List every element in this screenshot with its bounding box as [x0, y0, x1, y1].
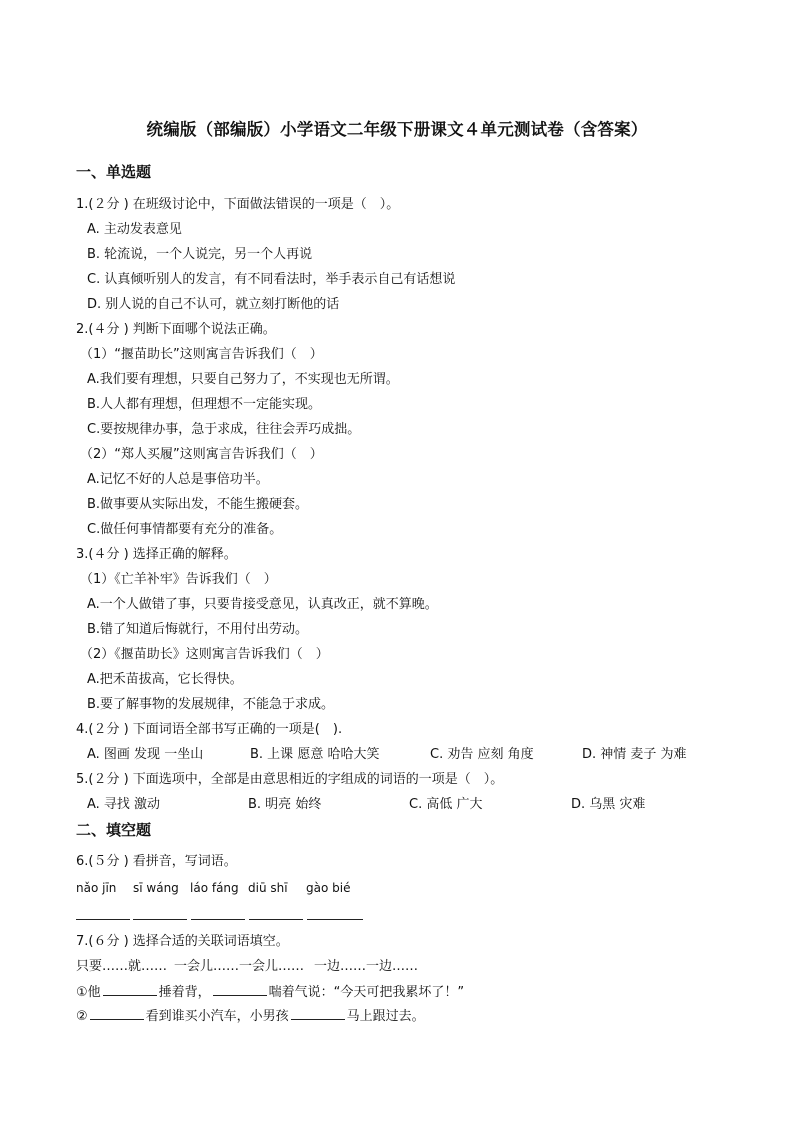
question-2-stem: 2.(４分 ) 判断下面哪个说法正确。 [76, 322, 276, 337]
sentence-2-blank-1[interactable] [90, 1007, 144, 1020]
sentence-1-part-c: 喘着气说：“今天可把我累坏了！” [268, 985, 465, 1000]
question-3-stem: 3.(４分 ) 选择正确的解释。 [76, 547, 237, 562]
question-5-option-d: D. 乌黑 灾难 [571, 797, 646, 812]
question-3-sub-1: （1）《亡羊补牢》告诉我们（ ） [80, 572, 277, 587]
question-5-option-a: A. 寻找 激动 [87, 797, 161, 812]
sentence-1-part-b: 捶着背， [158, 985, 211, 1000]
sentence-2-part-a: ② [76, 1009, 88, 1024]
conjunction-1: 只要……就…… [76, 959, 168, 974]
sentence-2-blank-2[interactable] [291, 1007, 345, 1020]
paper-title: 统编版（部编版）小学语文二年级下册课文４单元测试卷（含答案） [146, 120, 648, 139]
pinyin-answer-blanks[interactable] [76, 906, 366, 920]
question-4-option-b: B. 上课 愿意 哈哈大笑 [250, 747, 380, 762]
answer-blank-1[interactable] [76, 919, 130, 920]
question-2-sub-2-option-a: A.记忆不好的人总是事倍功半。 [87, 472, 269, 487]
question-1-option-d: D. 别人说的自己不认可，就立刻打断他的话 [87, 297, 340, 312]
section-heading-single-choice: 一、单选题 [76, 163, 152, 181]
question-4-option-d: D. 神情 麦子 为难 [582, 747, 687, 762]
question-2-sub-1-option-c: C.要按规律办事，急于求成，往往会弄巧成拙。 [87, 422, 361, 437]
question-4-stem: 4.(２分 ) 下面词语全部书写正确的一项是( ). [76, 722, 343, 737]
sentence-2-part-b: 看到谁买小汽车，小男孩 [145, 1009, 289, 1024]
question-1-option-a: A. 主动发表意见 [87, 222, 182, 237]
pinyin-2: sī wáng [133, 881, 179, 895]
question-4-option-c: C. 劝告 应刻 角度 [430, 747, 534, 762]
question-1-option-c: C. 认真倾听别人的发言，有不同看法时，举手表示自己有话想说 [87, 272, 456, 287]
question-3-sub-2: （2）《揠苗助长》这则寓言告诉我们（ ） [80, 647, 329, 662]
answer-blank-2[interactable] [133, 919, 187, 920]
sentence-1-blank-2[interactable] [213, 983, 267, 996]
conjunction-2: 一会儿……一会儿…… [174, 959, 305, 974]
question-1-option-b: B. 轮流说，一个人说完，另一个人再说 [87, 247, 313, 262]
question-6-stem: 6.(５分 ) 看拼音，写词语。 [76, 854, 237, 869]
pinyin-4: diū shī [248, 881, 288, 895]
pinyin-3: láo fáng [190, 881, 239, 895]
question-2-sub-2-option-c: C.做任何事情都要有充分的准备。 [87, 522, 283, 537]
question-5-option-b: B. 明亮 始终 [248, 797, 322, 812]
sentence-1 [76, 983, 464, 1002]
question-2-sub-2-option-b: B.做事要从实际出发，不能生搬硬套。 [87, 497, 309, 512]
question-3-sub-1-option-b: B.错了知道后悔就行，不用付出劳动。 [87, 622, 309, 637]
section-heading-fill-in: 二、填空题 [76, 821, 152, 839]
question-5-stem: 5.(２分 ) 下面选项中，全部是由意思相近的字组成的词语的一项是（ ）。 [76, 772, 504, 787]
question-2-sub-1-option-a: A.我们要有理想，只要自己努力了，不实现也无所谓。 [87, 372, 399, 387]
sentence-2-part-c: 马上跟过去。 [346, 1009, 425, 1024]
sentence-1-blank-1[interactable] [103, 983, 157, 996]
answer-blank-4[interactable] [249, 919, 303, 920]
question-3-sub-2-option-a: A.把禾苗拔高，它长得快。 [87, 672, 243, 687]
question-2-sub-1: （1）“揠苗助长”这则寓言告诉我们（ ） [80, 347, 323, 362]
pinyin-5: gào bié [306, 881, 351, 895]
conjunction-3: 一边……一边…… [314, 959, 419, 974]
answer-blank-3[interactable] [191, 919, 245, 920]
sentence-1-part-a: ①他 [76, 985, 101, 1000]
question-1-stem: 1.(２分 ) 在班级讨论中，下面做法错误的一项是（ ）。 [76, 197, 400, 212]
pinyin-1: nǎo jīn [76, 881, 117, 895]
question-2-sub-1-option-b: B.人人都有理想，但理想不一定能实现。 [87, 397, 322, 412]
question-2-sub-2: （2）“郑人买履”这则寓言告诉我们（ ） [80, 447, 323, 462]
sentence-2 [76, 1007, 425, 1026]
question-4-option-a: A. 图画 发现 一坐山 [87, 747, 204, 762]
question-3-sub-1-option-a: A.一个人做错了事，只要肯接受意见，认真改正，就不算晚。 [87, 597, 438, 612]
question-5-option-c: C. 高低 广大 [409, 797, 483, 812]
answer-blank-5[interactable] [307, 919, 363, 920]
question-3-sub-2-option-b: B.要了解事物的发展规律，不能急于求成。 [87, 697, 335, 712]
question-7-stem: 7.(６分 ) 选择合适的关联词语填空。 [76, 934, 289, 949]
